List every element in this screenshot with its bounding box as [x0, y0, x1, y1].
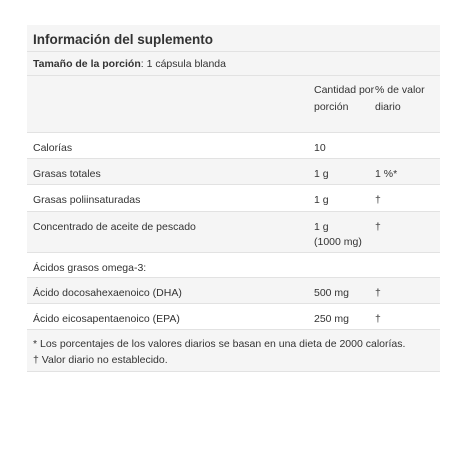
supplement-facts-panel	[27, 25, 440, 372]
table-row	[27, 304, 440, 330]
row-amount-grams: 1 g	[314, 221, 329, 233]
row-daily-value: †	[375, 287, 381, 299]
serving-size-label: Tamaño de la porción	[33, 58, 141, 70]
row-daily-value	[375, 253, 440, 277]
table-row	[27, 159, 440, 185]
row-daily-value	[375, 133, 440, 158]
row-amount	[314, 212, 375, 252]
row-amount: 500 mg	[314, 287, 350, 299]
row-name: Ácidos grasos omega-3:	[33, 262, 147, 274]
row-amount	[314, 253, 375, 277]
serving-size	[27, 52, 440, 76]
header-amount: Cantidad por porción	[314, 84, 375, 113]
serving-size-value: : 1 cápsula blanda	[140, 58, 226, 70]
row-daily-value: †	[375, 221, 381, 233]
table-row	[27, 253, 440, 278]
row-name: Ácido eicosapentaenoico (EPA)	[33, 313, 180, 325]
header-blank	[27, 76, 314, 132]
table-header-row	[27, 76, 440, 133]
table-row	[27, 278, 440, 304]
panel-title: Información del suplemento	[27, 25, 440, 52]
row-name: Concentrado de aceite de pescado	[33, 221, 196, 233]
row-daily-value: †	[375, 313, 381, 325]
row-name: Ácido docosahexaenoico (DHA)	[33, 287, 182, 299]
row-amount: 10	[314, 142, 326, 154]
table-row	[27, 133, 440, 159]
row-amount-mg: (1000 mg)	[314, 236, 362, 248]
row-daily-value: 1 %*	[375, 168, 398, 180]
header-daily-value: % de valor diario	[375, 84, 425, 113]
row-name: Calorías	[33, 142, 73, 154]
table-row	[27, 185, 440, 212]
row-amount: 1 g	[314, 194, 329, 206]
table-row	[27, 212, 440, 253]
row-amount: 250 mg	[314, 313, 350, 325]
footnote-not-established: † Valor diario no establecido.	[33, 353, 168, 366]
row-name: Grasas totales	[33, 168, 101, 180]
row-amount: 1 g	[314, 168, 329, 180]
footnotes	[27, 330, 440, 372]
footnote-daily-values: * Los porcentajes de los valores diarios se basan en una dieta de 2000 calorías.	[33, 338, 406, 350]
row-daily-value: †	[375, 194, 381, 206]
row-name: Grasas poliinsaturadas	[33, 194, 141, 206]
